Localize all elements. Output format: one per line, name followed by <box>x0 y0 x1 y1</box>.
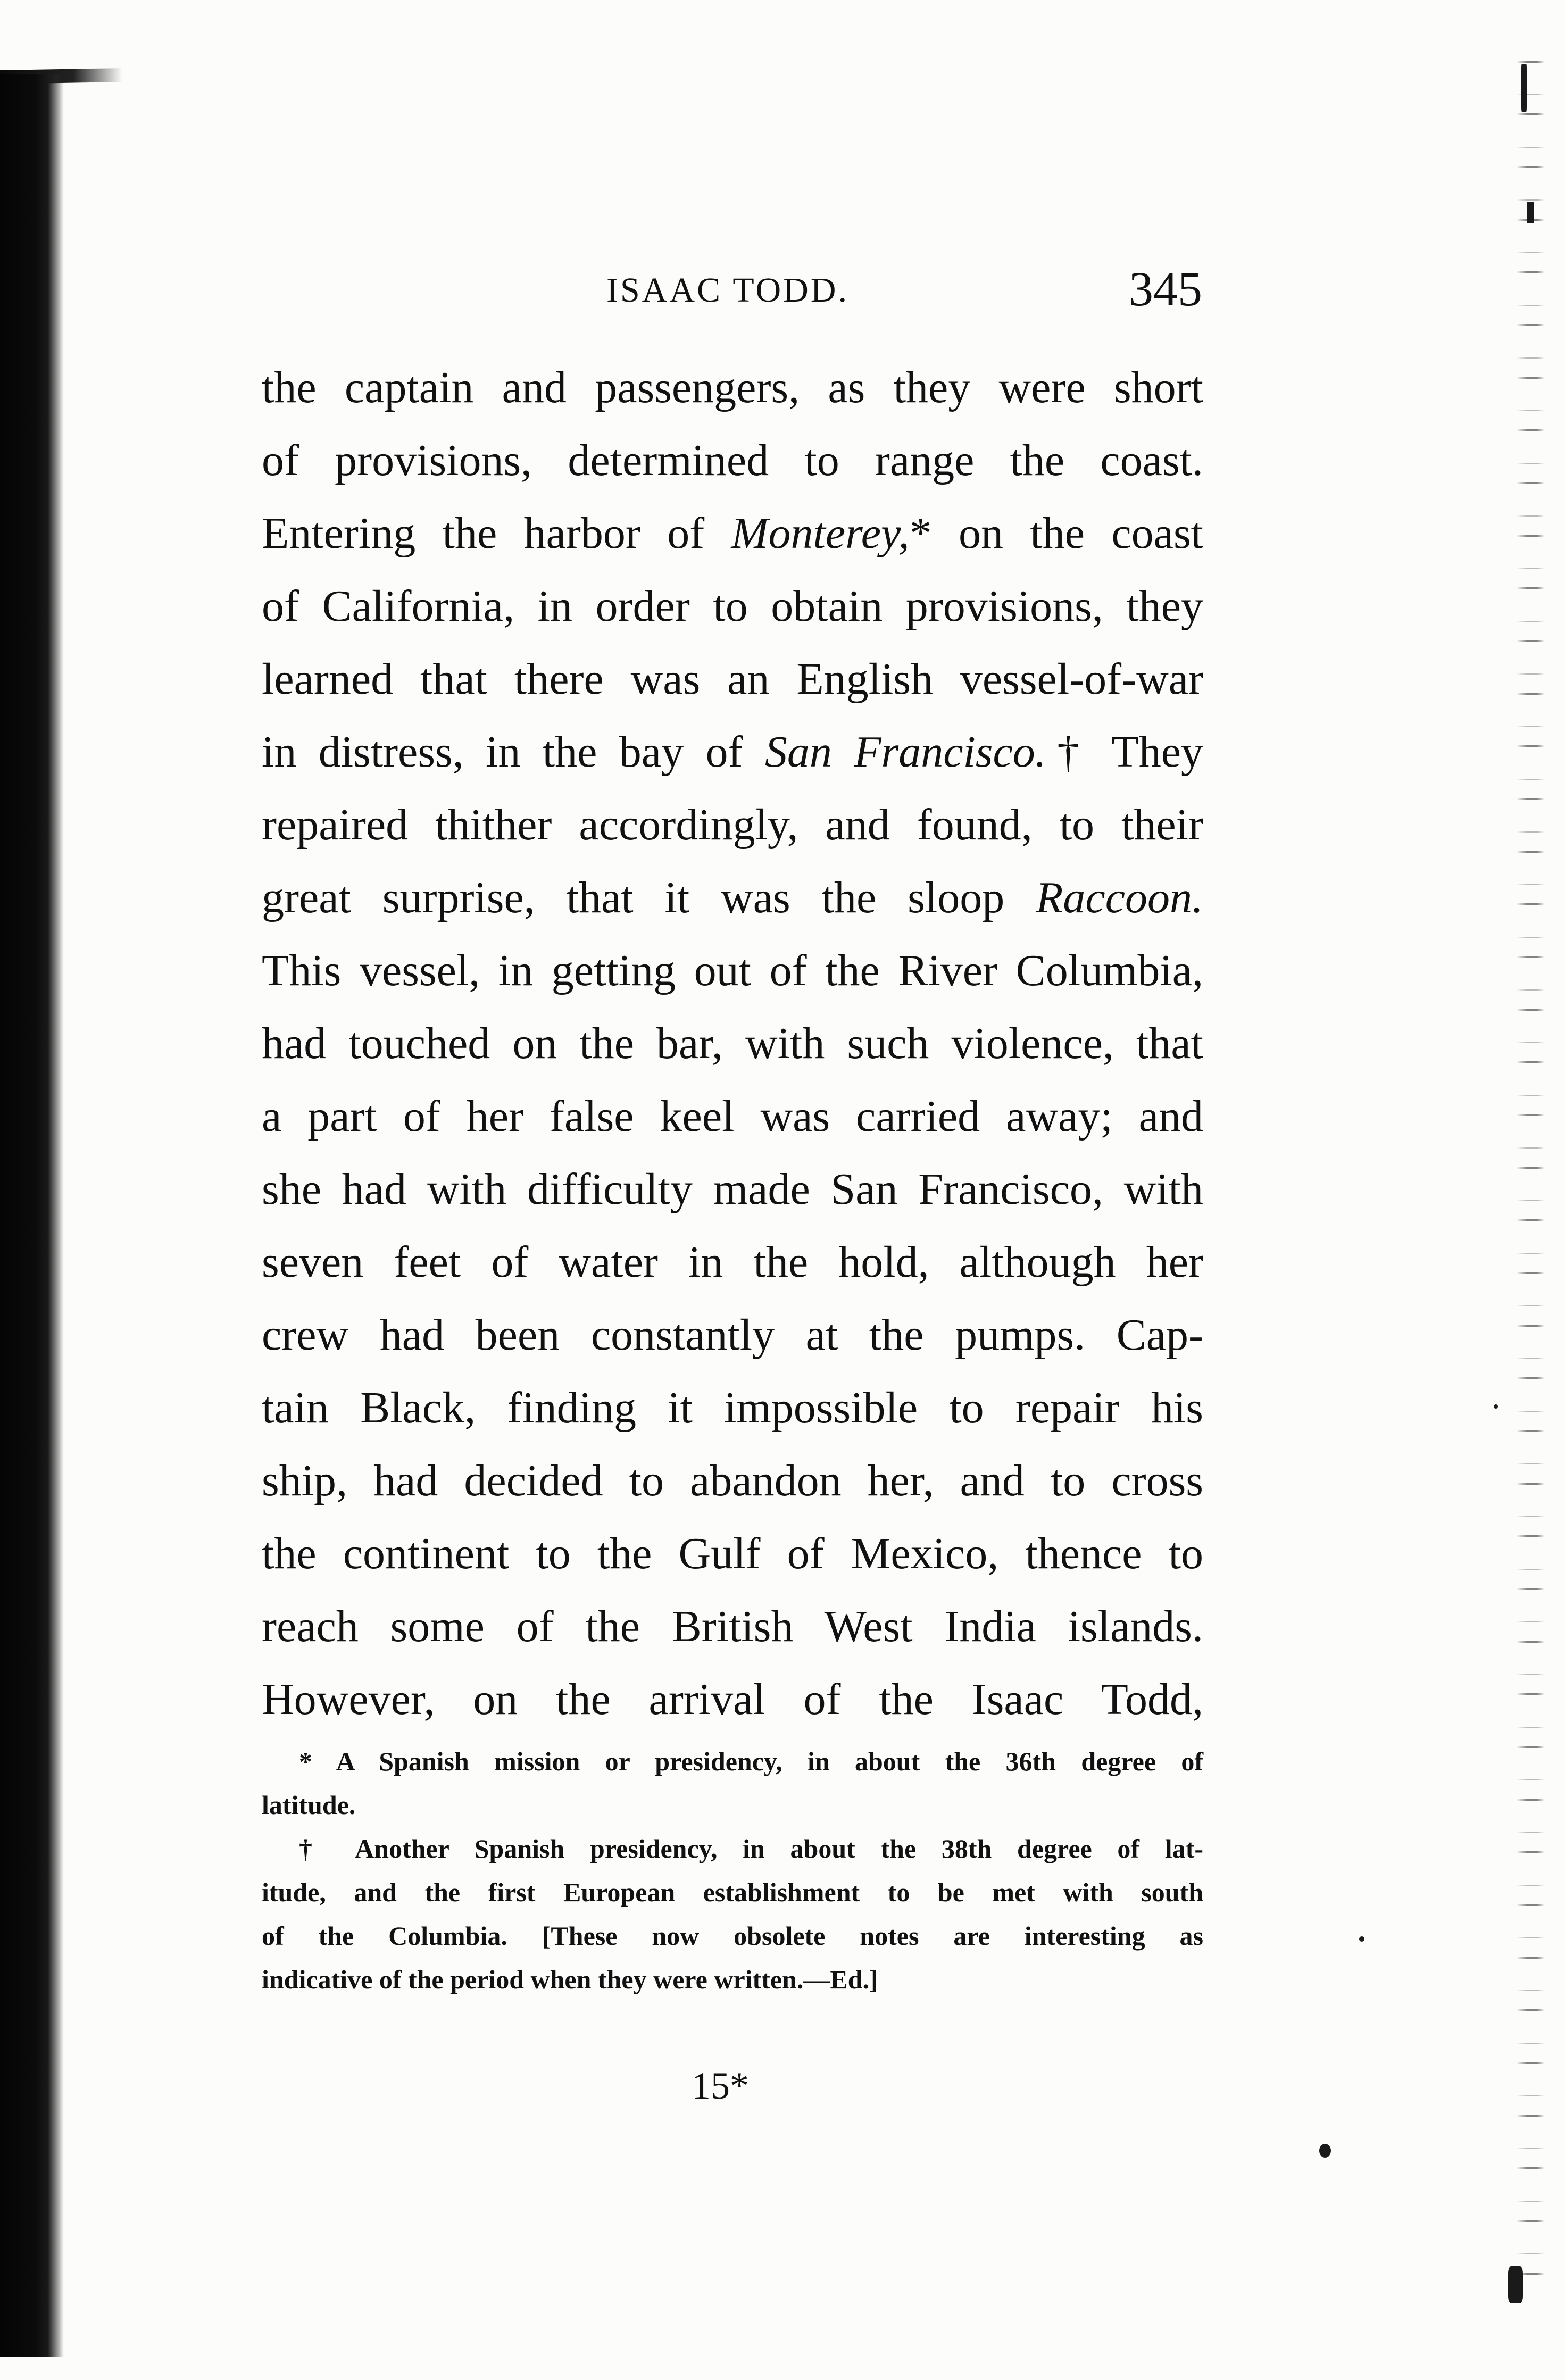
text-line: of provisions, determined to range the coast. <box>262 436 1203 485</box>
text-line: she had with difficulty made San Francisco, with <box>262 1164 1203 1214</box>
text-line: of California, in order to obtain provisions, they <box>262 581 1203 631</box>
text-line: seven feet of water in the hold, although her <box>262 1237 1203 1287</box>
scan-speck <box>1527 202 1534 223</box>
page-number: 345 <box>1129 262 1202 316</box>
footnote-line: of the Columbia. [These now obsolete notes are interesting as <box>262 1921 1203 1951</box>
footnote-line: indicative of the period when they were written.—Ed.] <box>262 1965 878 1994</box>
scan-speck <box>1508 2266 1523 2303</box>
text-line: reach some of the British West India islands. <box>262 1602 1203 1651</box>
footnote-line: latitude. <box>262 1790 356 1820</box>
text-line: Entering the harbor of Monterey,* on the coast <box>262 509 1203 558</box>
footnote-line: † Another Spanish presidency, in about the 38th degree of lat- <box>299 1834 1203 1863</box>
text-line: learned that there was an English vessel-of-war <box>262 654 1203 704</box>
scan-speck <box>1521 64 1527 112</box>
page-edge-speckle <box>1496 43 1565 2277</box>
text-line: repaired thither accordingly, and found, to their <box>262 800 1203 850</box>
text-line: in distress, in the bay of San Francisco.† They <box>262 727 1204 777</box>
text-line: However, on the arrival of the Isaac Todd, <box>262 1675 1203 1724</box>
binding-shadow <box>0 74 64 2357</box>
running-head: ISAAC TODD. <box>606 271 849 310</box>
text-line: the continent to the Gulf of Mexico, thence to <box>262 1529 1203 1578</box>
page-header <box>255 261 1202 319</box>
footnote-line: itude, and the first European establishment to be met with south <box>262 1877 1203 1907</box>
text-line: tain Black, finding it impossible to repair his <box>262 1383 1203 1433</box>
text-line: a part of her false keel was carried away; and <box>262 1092 1203 1141</box>
text-line: ship, had decided to abandon her, and to cross <box>262 1456 1203 1505</box>
scan-speck <box>1319 2144 1331 2158</box>
text-line: the captain and passengers, as they were short <box>262 363 1203 412</box>
text-line: great surprise, that it was the sloop Raccoon. <box>262 873 1203 922</box>
scan-speck <box>1494 1404 1498 1409</box>
scan-speck <box>1359 1936 1364 1942</box>
signature-mark: 15* <box>692 2065 749 2107</box>
footnotes <box>262 1740 1203 2001</box>
text-line: had touched on the bar, with such violence, that <box>262 1019 1203 1068</box>
footnote-line: * A Spanish mission or presidency, in about the 36th degree of <box>299 1746 1203 1776</box>
text-line: crew had been constantly at the pumps. Cap- <box>262 1310 1203 1360</box>
text-line: This vessel, in getting out of the River Columbia, <box>262 946 1203 995</box>
body-text <box>262 351 1203 1736</box>
